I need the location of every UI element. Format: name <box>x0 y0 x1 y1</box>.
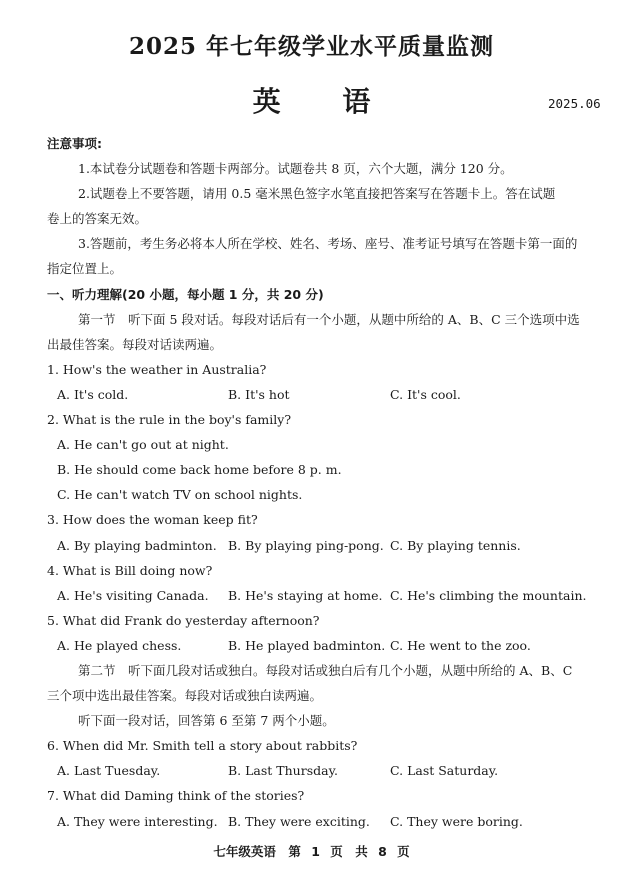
question-stem: 7. What did Daming think of the stories? <box>47 788 305 804</box>
question-stem: 2. What is the rule in the boy's family? <box>47 412 292 428</box>
answer-option: B. It's hot <box>228 386 290 402</box>
question-stem: 5. What did Frank do yesterday afternoon? <box>47 612 320 628</box>
answer-option: C. He's climbing the mountain. <box>390 587 587 603</box>
answer-option: B. By playing ping-pong. <box>228 537 384 553</box>
answer-option: B. They were exciting. <box>228 813 370 829</box>
options-row <box>47 758 602 783</box>
answer-option: A. He's visiting Canada. <box>57 587 209 603</box>
notice-heading: 注意事项: <box>47 136 102 151</box>
answer-option: A. By playing badminton. <box>57 537 217 553</box>
options-row <box>47 583 602 608</box>
answer-option: A. They were interesting. <box>57 813 218 829</box>
options-row <box>47 633 602 658</box>
options-row <box>47 809 602 834</box>
exam-title: 2025 年七年级学业水平质量监测 <box>128 33 495 60</box>
dialogue-note: 听下面一段对话，回答第 6 至第 7 两个小题。 <box>78 713 335 729</box>
notice-item: 指定位置上。 <box>47 261 123 277</box>
questions-part2 <box>47 733 602 833</box>
notice-item: 3.答题前，考生务必将本人所在学校、姓名、考场、座号、准考证号填写在答题卡第一面的 <box>78 236 578 252</box>
answer-option: C. By playing tennis. <box>390 537 521 553</box>
answer-option: A. Last Tuesday. <box>57 763 161 779</box>
question-stem: 6. When did Mr. Smith tell a story about rabbits? <box>47 738 358 754</box>
answer-option: B. He played badminton. <box>228 637 386 653</box>
questions-part1 <box>47 357 602 658</box>
answer-option: C. He can't watch TV on school nights. <box>57 487 303 503</box>
page-footer: 七年级英语 第 1 页 共 8 页 <box>213 844 410 859</box>
question-stem: 3. How does the woman keep fit? <box>47 512 258 528</box>
answer-option: C. It's cool. <box>390 386 461 402</box>
part2-instructions: 第二节 听下面几段对话或独白。每段对话或独白后有几个小题，从题中所给的 A、B、C <box>78 662 573 678</box>
part1-instructions: 第一节 听下面 5 段对话。每段对话后有一个小题，从题中所给的 A、B、C 三个选项中选 <box>78 311 580 327</box>
exam-date: 2025.06 <box>548 96 601 111</box>
answer-option: B. He should come back home before 8 p. m. <box>57 462 342 478</box>
answer-option: B. He's staying at home. <box>228 587 383 603</box>
options-row <box>47 382 602 407</box>
question-stem: 1. How's the weather in Australia? <box>47 361 267 377</box>
answer-option: A. He can't go out at night. <box>57 437 229 453</box>
subject-title: 英 语 <box>252 85 397 118</box>
answer-option: A. He played chess. <box>57 637 182 653</box>
answer-option: C. Last Saturday. <box>390 763 499 779</box>
part2-instructions: 三个项中选出最佳答案。每段对话或独白读两遍。 <box>47 688 323 704</box>
answer-option: A. It's cold. <box>57 386 129 402</box>
exam-body <box>47 131 602 834</box>
section-heading: 一、听力理解(20 小题，每小题 1 分，共 20 分) <box>47 286 324 302</box>
part1-instructions: 出最佳答案。每段对话读两遍。 <box>47 336 223 352</box>
options-row <box>47 533 602 558</box>
answer-option: C. He went to the zoo. <box>390 637 531 653</box>
question-stem: 4. What is Bill doing now? <box>47 562 213 578</box>
answer-option: C. They were boring. <box>390 813 523 829</box>
notice-item: 1.本试卷分试题卷和答题卡两部分。试题卷共 8 页，六个大题，满分 120 分。 <box>78 161 513 177</box>
answer-option: B. Last Thursday. <box>228 763 338 779</box>
notice-item: 2.试题卷上不要答题，请用 0.5 毫米黑色签字水笔直接把答案写在答题卡上。答在试题 <box>78 186 556 202</box>
notice-item: 卷上的答案无效。 <box>47 211 148 227</box>
